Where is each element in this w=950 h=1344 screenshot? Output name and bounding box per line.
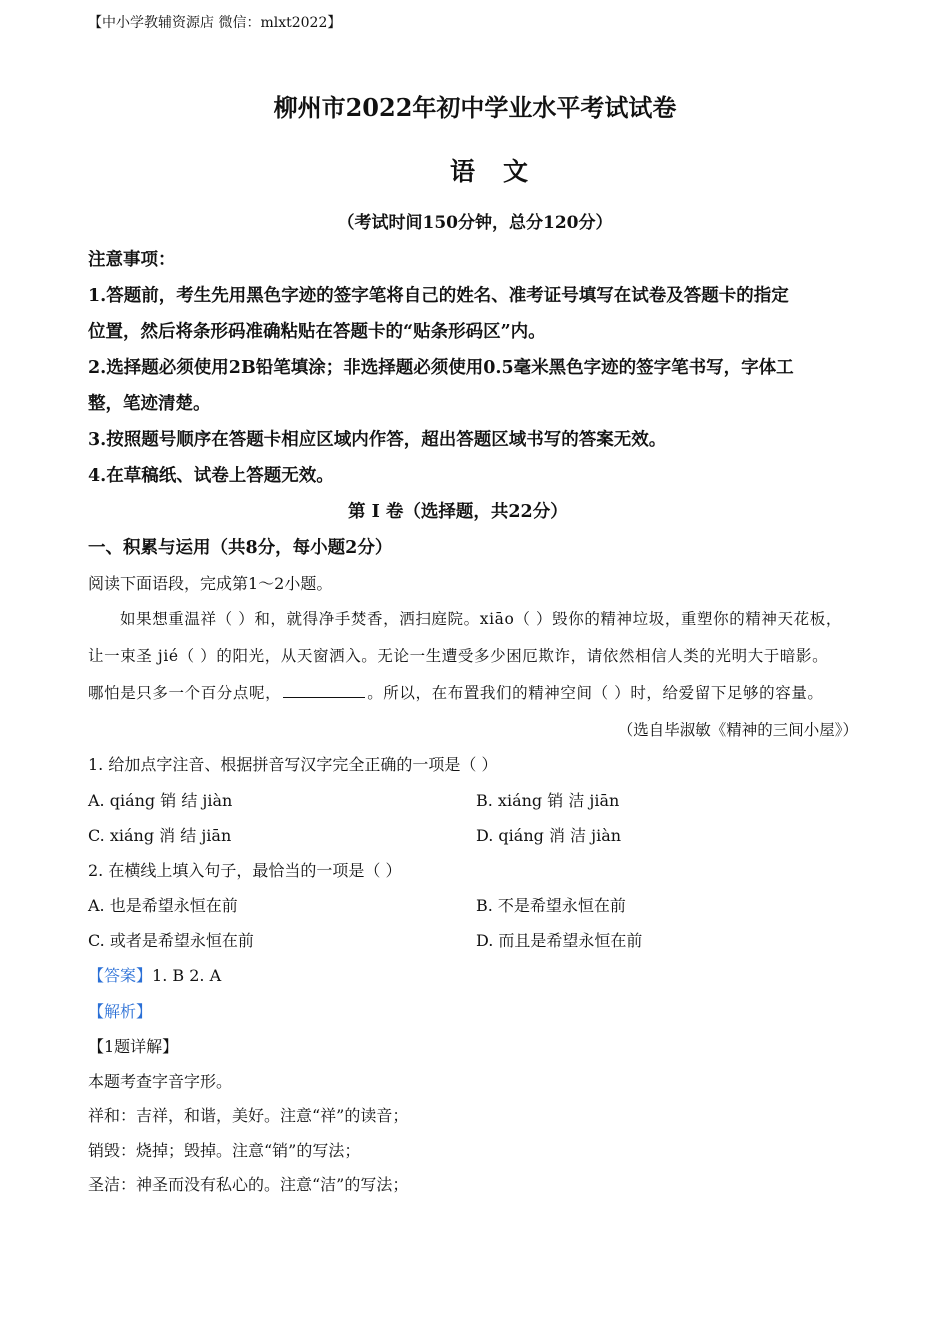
passage-line: 让一束圣 jié（ ）的阳光，从天窗洒入。无论一生遭受多少困厄欺诈，请依然相信人类的光明大于暗影。 bbox=[88, 647, 829, 665]
passage-line: 如果想重温祥（ ）和，就得净手焚香，洒扫庭院。xiāo（ ）毁你的精神垃圾，重塑你的精神天花板， bbox=[120, 610, 842, 628]
analysis-label: 【解析】 bbox=[88, 1002, 153, 1021]
q1-option-d: D. qiáng 消 洁 jiàn bbox=[476, 826, 622, 845]
q1-option-c: C. xiáng 消 结 jiān bbox=[88, 826, 232, 845]
detail-line: 圣洁：神圣而没有私心的。注意“洁”的写法； bbox=[88, 1175, 409, 1194]
subject-title: 语文 bbox=[449, 157, 556, 186]
q1-option-a: A. qiáng 销 结 jiàn bbox=[88, 791, 233, 810]
detail-line: 销毁：烧掉；毁掉。注意“销”的写法； bbox=[88, 1141, 361, 1160]
q2-option-d: D. 而且是希望永恒在前 bbox=[476, 931, 643, 950]
notice-line: 整，笔迹清楚。 bbox=[88, 394, 211, 414]
passage-line bbox=[88, 681, 824, 703]
section1-heading: 一、积累与运用（共8分，每小题2分） bbox=[88, 538, 393, 558]
q2-option-a: A. 也是希望永恒在前 bbox=[88, 896, 238, 915]
detail-line: 祥和：吉祥，和谐，美好。注意“祥”的读音； bbox=[88, 1106, 409, 1125]
detail-label: 【1题详解】 bbox=[88, 1037, 179, 1056]
notice-line: 2.选择题必须使用2B铅笔填涂；非选择题必须使用0.5毫米黑色字迹的签字笔书写，字体工 bbox=[88, 358, 794, 378]
passage-text: 哪怕是只多一个百分点呢， bbox=[88, 684, 282, 702]
exam-title: 柳州市2022年初中学业水平考试试卷 bbox=[273, 93, 677, 122]
q2-option-b: B. 不是希望永恒在前 bbox=[476, 896, 626, 915]
passage-text: 。所以，在布置我们的精神空间（ ）时，给爱留下足够的容量。 bbox=[367, 684, 824, 702]
exam-info: （考试时间150分钟，总分120分） bbox=[337, 213, 613, 233]
answer-line bbox=[88, 963, 221, 986]
detail-line: 本题考查字音字形。 bbox=[88, 1072, 233, 1091]
q1-option-b: B. xiáng 销 洁 jiān bbox=[476, 791, 620, 810]
q2-option-c: C. 或者是希望永恒在前 bbox=[88, 931, 254, 950]
reading-instruction: 阅读下面语段，完成第1～2小题。 bbox=[88, 574, 333, 593]
fill-blank bbox=[283, 683, 365, 698]
notice-line: 1.答题前，考生先用黑色字迹的签字笔将自己的姓名、准考证号填写在试卷及答题卡的指定 bbox=[88, 286, 789, 306]
answer-text: 1. B 2. A bbox=[152, 966, 222, 985]
notice-line: 位置，然后将条形码准确粘贴在答题卡的“贴条形码区”内。 bbox=[88, 322, 546, 342]
page-header-note: 【中小学教辅资源店 微信：mlxt2022】 bbox=[88, 15, 342, 31]
question-1-stem: 1. 给加点字注音、根据拼音写汉字完全正确的一项是（ ） bbox=[88, 755, 498, 774]
notice-line: 4.在草稿纸、试卷上答题无效。 bbox=[88, 466, 334, 486]
answer-label: 【答案】 bbox=[88, 966, 153, 985]
notice-heading: 注意事项： bbox=[88, 250, 176, 270]
question-2-stem: 2. 在横线上填入句子，最恰当的一项是（ ） bbox=[88, 861, 402, 880]
part1-heading: 第 Ⅰ 卷（选择题，共22分） bbox=[348, 502, 568, 522]
passage-source: （选自毕淑敏《精神的三间小屋》） bbox=[617, 721, 858, 739]
notice-line: 3.按照题号顺序在答题卡相应区域内作答，超出答题区域书写的答案无效。 bbox=[88, 430, 667, 450]
